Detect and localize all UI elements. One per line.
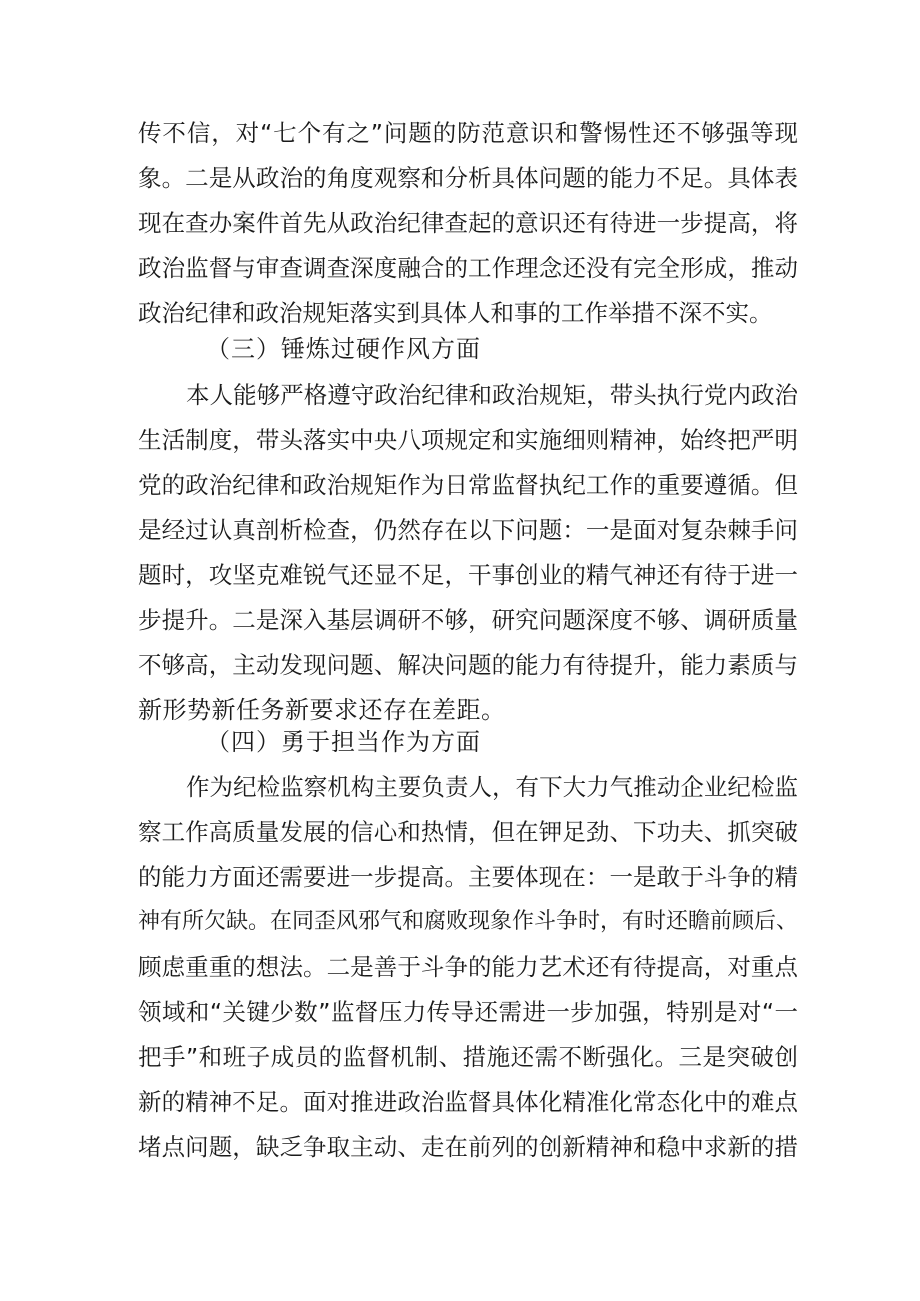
text-line: 本人能够严格遵守政治纪律和政治规矩，带头执行党内政治 — [186, 381, 798, 409]
text-line: 察工作高质量发展的信心和热情，但在钾足劲、下功夫、抓突破 — [138, 818, 798, 846]
text-line: 堵点问题，缺乏争取主动、走在前列的创新精神和稳中求新的措 — [138, 1133, 798, 1161]
text-line: 作为纪检监察机构主要负责人，有下大力气推动企业纪检监 — [186, 773, 798, 801]
section-heading-3: （三）锤炼过硬作风方面 — [206, 335, 481, 363]
text-line: 是经过认真剖析检查，仍然存在以下问题：一是面对复杂棘手问 — [138, 516, 798, 544]
text-line: 传不信，对“七个有之”问题的防范意识和警惕性还不够强等现 — [138, 119, 798, 147]
text-line: 生活制度，带头落实中央八项规定和实施细则精神，始终把严明 — [138, 426, 798, 454]
text-line: 顾虑重重的想法。二是善于斗争的能力艺术还有待提高，对重点 — [138, 953, 798, 981]
text-line: 政治监督与审查调查深度融合的工作理念还没有完全形成，推动 — [138, 254, 798, 282]
text-line: 新的精神不足。面对推进政治监督具体化精准化常态化中的难点 — [138, 1088, 798, 1116]
text-line: 新形势新任务新要求还存在差距。 — [138, 696, 506, 724]
text-line: 象。二是从政治的角度观察和分析具体问题的能力不足。具体表 — [138, 164, 798, 192]
section-heading-4: （四）勇于担当作为方面 — [206, 728, 481, 756]
text-line: 把手”和班子成员的监督机制、措施还需不断强化。三是突破创 — [138, 1043, 798, 1071]
text-line: 领域和“关键少数”监督压力传导还需进一步加强，特别是对“一 — [138, 998, 798, 1026]
text-line: 的能力方面还需要进一步提高。主要体现在：一是敢于斗争的精 — [138, 863, 798, 891]
text-line: 现在查办案件首先从政治纪律查起的意识还有待进一步提高，将 — [138, 209, 798, 237]
text-line: 题时，攻坚克难锐气还显不足，干事创业的精气神还有待于进一 — [138, 561, 798, 589]
text-line: 不够高，主动发现问题、解决问题的能力有待提升，能力素质与 — [138, 651, 798, 679]
text-line: 步提升。二是深入基层调研不够，研究问题深度不够、调研质量 — [138, 606, 798, 634]
text-line: 神有所欠缺。在同歪风邪气和腐败现象作斗争时，有时还瞻前顾后、 — [138, 909, 799, 934]
text-line: 党的政治纪律和政治规矩作为日常监督执纪工作的重要遵循。但 — [138, 471, 798, 499]
text-line: 政治纪律和政治规矩落实到具体人和事的工作举措不深不实。 — [138, 299, 773, 327]
